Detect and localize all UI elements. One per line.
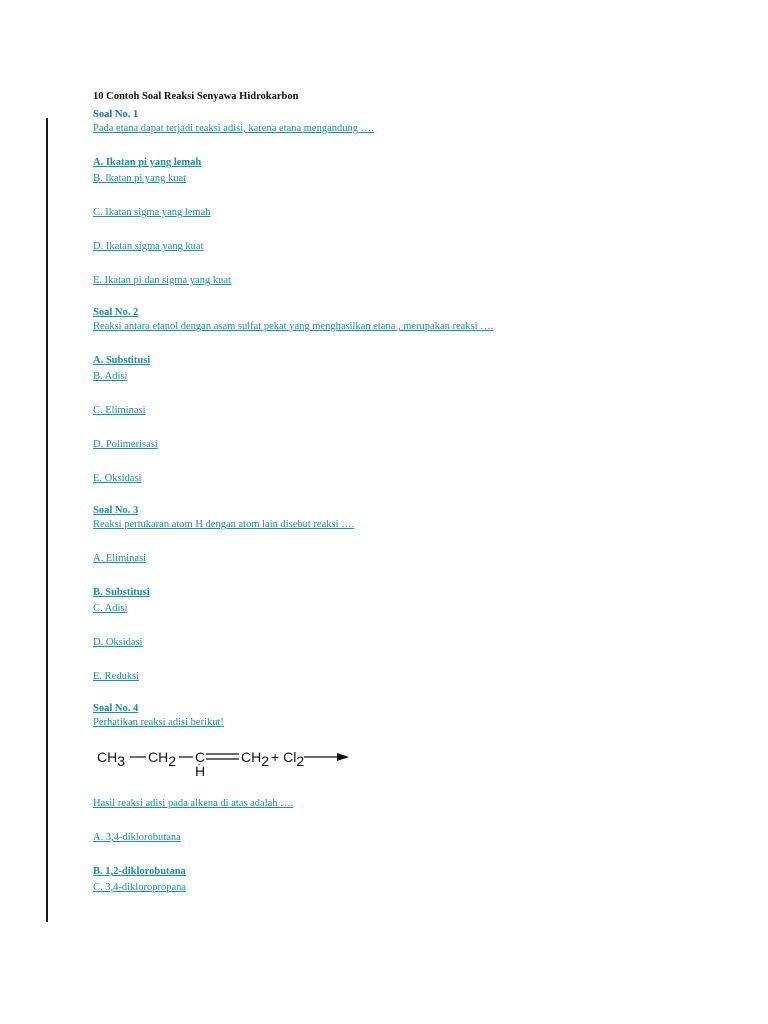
question-2-label[interactable]: Soal No. 2 [93,307,139,318]
question-4-text-2[interactable]: Hasil reaksi adisi pada alkena di atas adalah …. [93,798,294,809]
page-left-rule [46,118,48,922]
svg-text:CH3 [97,749,125,769]
document-title: 10 Contoh Soal Reaksi Senyawa Hidrokarbon [93,91,299,102]
question-4-option-b[interactable]: B. 1,2-diklorobutana [93,866,186,877]
question-1-option-a[interactable]: A. Ikatan pi yang lemah [93,157,202,168]
question-4 [93,702,733,895]
formula-ch2b: CH [241,749,262,765]
svg-text:CH2 [148,749,176,769]
question-4-option-a[interactable]: A. 3,4-diklorobutana [93,832,181,843]
reaction-formula-image [93,744,373,778]
question-4-option-c[interactable]: C. 3,4-dikloropropana [93,882,187,893]
question-3-option-c[interactable]: C. Adisi [93,603,128,614]
formula-ch2-subscript: 2 [168,753,177,769]
question-2-option-b[interactable]: B. Adisi [93,371,128,382]
question-1-option-c[interactable]: C. Ikatan sigma yang lemah [93,207,211,218]
question-2 [93,306,733,486]
formula-cl2-subscript: 2 [296,753,305,769]
question-1-option-b[interactable]: B. Ikatan pi yang kuat [93,173,187,184]
question-3-option-d[interactable]: D. Oksidasi [93,637,143,648]
question-1-option-d[interactable]: D. Ikatan sigma yang kuat [93,241,204,252]
question-4-label[interactable]: Soal No. 4 [93,703,139,714]
reaction-arrow-head [337,753,349,761]
question-3 [93,504,733,684]
question-3-text[interactable]: Reaksi pertukaran atom H dengan atom lain disebut reaksi …. [93,519,355,530]
question-3-label[interactable]: Soal No. 3 [93,505,139,516]
question-3-option-e[interactable]: E. Reduksi [93,671,140,682]
question-2-option-e[interactable]: E. Oksidasi [93,473,142,484]
question-2-option-c[interactable]: C. Eliminasi [93,405,146,416]
formula-ch3: CH [97,749,118,765]
question-1 [93,108,733,288]
question-2-option-a[interactable]: A. Substitusi [93,355,151,366]
formula-h: H [195,763,206,778]
formula-c: C [195,749,206,765]
question-4-text[interactable]: Perhatikan reaksi adisi berikut! [93,717,224,728]
formula-ch2b-subscript: 2 [261,753,270,769]
formula-ch3-subscript: 3 [117,753,126,769]
formula-ch2: CH [148,749,169,765]
question-1-option-e[interactable]: E. Ikatan pi dan sigma yang kuat [93,275,231,286]
question-1-label[interactable]: Soal No. 1 [93,109,139,120]
question-2-option-d[interactable]: D. Polimerisasi [93,439,158,450]
question-2-text[interactable]: Reaksi antara etanol dengan asam sulfat pekat yang menghasilkan etana , merupakan reaksi …. [93,321,494,332]
formula-plus-cl2: + Cl [271,749,297,765]
question-3-option-b[interactable]: B. Substitusi [93,587,150,598]
question-1-text[interactable]: Pada etana dapat terjadi reaksi adisi, karena etana mengandung …. [93,123,374,134]
svg-text:CH2+ Cl2 [241,749,304,769]
document-content [93,90,733,895]
question-3-option-a[interactable]: A. Eliminasi [93,553,147,564]
